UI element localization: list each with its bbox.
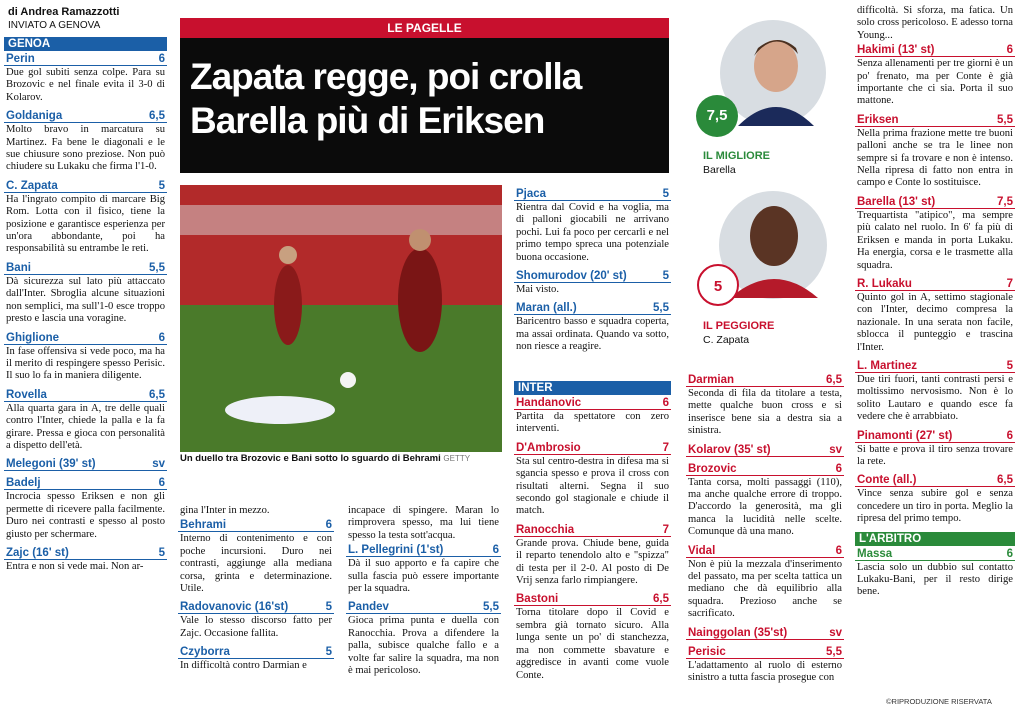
col6-continuation: difficoltà. Si sforza, ma fatica. Un solo cross pericoloso. E adesso torna Young...: [857, 5, 1013, 41]
best-name: Barella: [703, 164, 736, 176]
player-name: D'Ambrosio: [516, 441, 581, 454]
player-head: [4, 477, 167, 490]
player-grade: 6: [158, 331, 165, 344]
player-entry: [514, 593, 671, 681]
player-name: Brozovic: [688, 462, 737, 475]
player-name: R. Lukaku: [857, 277, 912, 290]
player-grade: sv: [829, 443, 842, 456]
player-text: In difficoltà contro Darmian e: [180, 660, 307, 672]
player-head: [346, 601, 501, 614]
player-text: Mai visto.: [516, 284, 559, 296]
col4-entries: [514, 397, 671, 682]
player-entry: [855, 196, 1015, 272]
player-entry: [686, 646, 844, 685]
player-name: Vidal: [688, 544, 716, 557]
player-name: Handanovic: [516, 397, 582, 409]
referee-grade: 6: [1006, 547, 1013, 560]
player-name: Bani: [6, 261, 31, 274]
headline-line-1: Zapata regge, poi crolla: [190, 56, 582, 97]
copyright-footer: ©RIPRODUZIONE RISERVATA: [886, 697, 992, 706]
player-head: [686, 545, 844, 558]
player-head: [4, 110, 167, 123]
player-grade: 6: [492, 544, 499, 557]
player-head: [855, 114, 1015, 127]
player-entry: [514, 442, 671, 518]
player-name: Czyborra: [180, 646, 230, 659]
player-head: [514, 188, 671, 201]
team-header-arbitro: L'ARBITRO: [855, 532, 1015, 546]
player-grade: 5,5: [149, 261, 165, 274]
player-grade: 7: [662, 441, 669, 454]
player-grade: 6: [1006, 44, 1013, 57]
caption-text: Un duello tra Brozovic e Bani sotto lo sguardo di Behrami: [180, 453, 441, 464]
player-head: [514, 302, 671, 315]
player-name: Goldaniga: [6, 110, 63, 123]
player-head: [514, 593, 671, 606]
team-header-genoa: GENOA: [4, 37, 167, 51]
player-name: Behrami: [180, 519, 227, 532]
player-text: Vale lo stesso discorso fatto per Zajc. Occasione fallita.: [180, 615, 332, 639]
player-grade: 6: [662, 397, 669, 409]
player-head: [686, 374, 844, 387]
player-head: [178, 601, 334, 614]
player-entry: [4, 458, 167, 471]
column-inter-3: [855, 4, 1015, 605]
player-head: [514, 270, 671, 283]
player-grade: 5: [1006, 359, 1013, 372]
col5-entries: [686, 374, 844, 685]
player-entry: [686, 627, 844, 640]
player-text: Gioca prima punta e duella con Ranocchia. Prova a difendere la palla, subisce qualche fallo e a volte far salire la squadra, ma non è mai pericoloso.: [348, 615, 499, 677]
headline-line-2: Barella più di Eriksen: [190, 100, 545, 141]
player-grade: 5,5: [826, 645, 842, 658]
player-text: Entra e non si vede mai. Non ar-: [6, 560, 144, 572]
player-text: Due gol subiti senza colpe. Para su Brozovic e nel finale evita il 3-0 di Kolarov.: [6, 67, 165, 103]
player-name: Bastoni: [516, 593, 559, 606]
player-name: L. Pellegrini (1'st): [348, 544, 444, 557]
player-head: [346, 544, 501, 557]
player-grade: 6: [158, 53, 165, 65]
kicker: LE PAGELLE: [180, 18, 669, 38]
player-name: Nainggolan (35'st): [688, 626, 788, 639]
player-name: Pjaca: [516, 188, 547, 200]
player-text: Grande prova. Chiude bene, guida il reparto tenendolo alto e "spizza" di testa per il 2-0. Al posto di De Vrij senza farlo rimpiangere.: [516, 537, 669, 587]
player-entry: [4, 180, 167, 256]
player-grade: 5: [662, 188, 669, 200]
player-grade: 6,5: [149, 388, 165, 401]
player-head: [855, 474, 1015, 487]
player-grade: sv: [829, 626, 842, 639]
player-grade: 6: [835, 544, 842, 557]
player-head: [514, 442, 671, 455]
player-text: Nella prima frazione mette tre buoni palloni anche se tra le linee non sempre si fa trovare e non è intenso. Nella ripresa di fatto non entra in campo e Conte lo sostituisce.: [857, 127, 1013, 189]
player-head: [855, 278, 1015, 291]
player-grade: sv: [152, 458, 165, 471]
player-entry: [855, 474, 1015, 525]
column-inter-1: [514, 379, 671, 688]
player-name: Radovanovic (16'st): [180, 601, 289, 614]
player-name: L. Martinez: [857, 359, 918, 372]
player-grade: 5: [158, 179, 165, 192]
player-text: Dà sicurezza sul lato più attaccato dall'Inter. Sbroglia alcune situazioni non semplici, ma sull'1-0 esce troppo presto e lascia una voragine.: [6, 275, 165, 325]
team-header-inter: INTER: [514, 381, 671, 395]
column-genoa-3b: [514, 186, 671, 360]
byline: di Andrea Ramazzotti: [8, 6, 120, 18]
player-text: Vince senza subire gol e senza concedere un tiro in porta. Meglio la ripresa del primo tempo.: [857, 488, 1013, 525]
player-entry: [178, 646, 334, 672]
player-entry: [514, 302, 671, 353]
referee-text: Lascia solo un dubbio sul contatto Lukaku-Bani, per il resto dirige bene.: [857, 561, 1013, 598]
player-grade: 6,5: [149, 110, 165, 123]
worst-grade-badge: 5: [697, 264, 739, 306]
player-grade: 5,5: [997, 113, 1013, 126]
player-entry: [346, 544, 501, 595]
player-head: [4, 389, 167, 402]
match-photo: [180, 185, 502, 452]
player-entry: [4, 110, 167, 174]
player-grade: 6,5: [826, 374, 842, 386]
player-grade: 7,5: [997, 195, 1013, 208]
player-text: Seconda di fila da titolare a testa, mette qualche buon cross e si inserisce bene sia a destra sia a sinistra.: [688, 388, 842, 437]
player-entry: [4, 477, 167, 541]
player-entry: [346, 601, 501, 677]
col1-entries: [4, 53, 167, 573]
player-text: Partita da spettatore con zero interventi.: [516, 411, 669, 435]
player-head: [855, 360, 1015, 373]
player-text: Senza allenamenti per tre giorni è un po' frenato, ma per Conte è già importante che ci sia. Porta il suo mattone.: [857, 58, 1013, 107]
player-entry: [855, 44, 1015, 108]
column-inter-2: [686, 372, 844, 691]
player-text: Due tiri fuori, tanti contrasti persi e moltissimo nervosismo. Non è lo solito Lautaro e quando esce fa vedere che è arrabbiato.: [857, 373, 1013, 423]
photo-illustration: [180, 185, 502, 452]
headline-box: [180, 18, 669, 173]
player-head: [855, 430, 1015, 443]
player-name: Kolarov (35' st): [688, 443, 771, 456]
player-entry: [855, 114, 1015, 190]
player-entry: [686, 545, 844, 621]
player-grade: 5: [662, 270, 669, 283]
referee-head: [855, 548, 1015, 561]
player-text: Alla quarta gara in A, tre delle quali contro l'Inter, chiede la palla e la fa girare. Pressa e gioca con personalità a dispetto dell'età.: [6, 402, 165, 451]
player-text: Incrocia spesso Eriksen e non gli permette di ricevere palla facilmente. Duro nei contrasti e spesso al posto giusto per schermare.: [6, 491, 165, 540]
player-grade: 6: [325, 519, 332, 532]
player-name: Rovella: [6, 388, 47, 401]
player-text: Molto bravo in marcatura su Martinez. Fa bene le diagonali e le sue chiusure sono preziose. Non può chiudere su Lukaku che firma l'1-0.: [6, 124, 165, 173]
player-head: [855, 44, 1015, 57]
column-genoa-3: [346, 504, 501, 683]
player-grade: 5: [325, 601, 332, 614]
player-text: Tanta corsa, molti passaggi (110), ma anche qualche errore di troppo. D'accordo la generosità, ma gli manca la lucidità nelle scelte. Comunque dà una mano.: [688, 476, 842, 538]
player-head: [514, 397, 671, 410]
player-text: Interno di contenimento e con poche incursioni. Duro nei contrasti, aggiunge alla mediana corsa, grinta e determinazione. Utile.: [180, 533, 332, 595]
player-head: [686, 646, 844, 659]
col3b-entries: [514, 188, 671, 354]
player-text: In fase offensiva si vede poco, ma ha il merito di respingere spesso Perisic. Il suo lo fa in maniera diligente.: [6, 345, 165, 382]
best-grade-badge: 7,5: [696, 95, 738, 137]
worst-label: IL PEGGIORE: [703, 320, 775, 332]
player-name: Darmian: [688, 374, 735, 386]
referee-name: Massa: [857, 547, 893, 560]
player-text: L'adattamento al ruolo di esterno sinistro a tutta fascia prosegue con: [688, 659, 842, 684]
referee-entry: [855, 548, 1015, 599]
player-grade: 7: [662, 523, 669, 536]
player-name: Zajc (16' st): [6, 546, 69, 559]
player-grade: 5,5: [653, 302, 669, 315]
player-entry: [4, 332, 167, 383]
player-head: [514, 524, 671, 537]
player-name: Hakimi (13' st): [857, 44, 935, 57]
player-entry: [178, 519, 334, 595]
player-text: Sta sul centro-destra in difesa ma si sgancia spesso e prova il cross con risultati alterni. Segna il suo secondo gol stagionale e chiude il match.: [516, 455, 669, 517]
player-text: Trequartista "atipico", ma sempre più calato nel ruolo. In 6' fa più di Eriksen e manda in porta Lukaku. Ha energia, corsa e le trasmette alla squadra.: [857, 209, 1013, 271]
player-text: Rientra dal Covid e ha voglia, ma di palloni giocabili ne arrivano pochi. Lui fa poco per cercarli e nel primo tempo spreca una potenziale buona occasione.: [516, 202, 669, 263]
player-text: Quinto gol in A, settimo stagionale con l'Inter, decimo compresa la nazionale. In una serata non facile, sblocca il punteggio e trascina l'Inter.: [857, 291, 1013, 353]
player-head: [178, 646, 334, 659]
player-text: Non è più la mezzala d'inserimento del passato, ma per scelta tattica un mediano che dà equilibrio alla squadra. Prezioso anche se sacrificato.: [688, 558, 842, 620]
player-grade: 6,5: [653, 593, 669, 606]
player-text: Torna titolare dopo il Covid e sembra già tornato sicuro. Alla lunga sente un po' di stanchezza, ma non commette sbavature e aggredisce in avanti come vuole Conte.: [516, 607, 669, 681]
col6-entries: [855, 44, 1015, 525]
player-head: [686, 444, 844, 457]
player-entry: [686, 374, 844, 438]
player-name: Maran (all.): [516, 302, 577, 315]
inviato: INVIATO A GENOVA: [8, 20, 101, 31]
worst-name: C. Zapata: [703, 334, 750, 346]
player-text: Si batte e prova il tiro senza trovare la rete.: [857, 443, 1013, 467]
player-head: [178, 519, 334, 532]
player-name: Ghiglione: [6, 331, 60, 344]
player-grade: 6,5: [997, 474, 1013, 487]
player-name: C. Zapata: [6, 179, 58, 192]
col2-continuation: gina l'Inter in mezzo.: [180, 505, 270, 516]
col3-continuation: incapace di spingere. Maran lo rimprovera spesso, ma lui tiene spesso la testa sott'acqua.: [348, 505, 499, 541]
player-entry: [4, 389, 167, 453]
player-entry: [686, 463, 844, 539]
player-name: Perin: [6, 53, 35, 65]
player-head: [686, 627, 844, 640]
player-head: [686, 463, 844, 476]
player-entry: [514, 524, 671, 588]
player-entry: [855, 360, 1015, 424]
player-head: [4, 53, 167, 66]
player-text: Ha l'ingrato compito di marcare Big Rom. Lotta con il fisico, tiene la posizione e garantisce esperienza per un'ora abbondante, poi ha responsabilità su entrambe le reti.: [6, 193, 165, 255]
player-grade: 5: [325, 646, 332, 659]
player-name: Badelj: [6, 477, 41, 490]
player-grade: 5,5: [483, 601, 499, 614]
player-entry: [4, 262, 167, 326]
player-head: [4, 547, 167, 560]
player-head: [4, 180, 167, 193]
player-entry: [514, 188, 671, 264]
player-name: Eriksen: [857, 113, 899, 126]
player-name: Ranocchia: [516, 523, 575, 536]
column-genoa-1: [4, 0, 167, 579]
player-grade: 7: [1006, 277, 1013, 290]
player-head: [4, 332, 167, 345]
player-entry: [4, 53, 167, 104]
player-entry: [514, 270, 671, 296]
col2-entries: [178, 519, 334, 672]
player-grade: 6: [835, 462, 842, 475]
player-entry: [514, 397, 671, 436]
player-name: Barella (13' st): [857, 195, 936, 208]
player-entry: [855, 430, 1015, 469]
player-name: Pandev: [348, 601, 389, 614]
player-entry: [4, 547, 167, 573]
column-genoa-2: [178, 504, 334, 679]
player-entry: [178, 601, 334, 640]
player-grade: 6: [1006, 429, 1013, 442]
player-text: Baricentro basso e squadra coperta, ma assai ordinata. Quando va sotto, non riesce a reagire.: [516, 316, 669, 353]
player-name: Pinamonti (27' st): [857, 429, 953, 442]
best-label: IL MIGLIORE: [703, 150, 771, 162]
player-entry: [855, 278, 1015, 354]
player-name: Melegoni (39' st): [6, 458, 96, 471]
player-name: Perisic: [688, 645, 726, 658]
player-grade: 6: [158, 477, 165, 490]
player-head: [4, 262, 167, 275]
player-entry: [686, 444, 844, 457]
caption-agency: GETTY: [443, 454, 471, 463]
photo-caption: [180, 453, 520, 464]
col3-entries: [346, 544, 501, 677]
player-name: Shomurodov (20' st): [516, 270, 627, 283]
player-head: [4, 458, 167, 471]
player-head: [855, 196, 1015, 209]
player-name: Conte (all.): [857, 474, 917, 487]
player-text: Dà il suo apporto e fa capire che sulla fascia può essere importante per la squadra.: [348, 558, 499, 595]
player-grade: 5: [158, 546, 165, 559]
